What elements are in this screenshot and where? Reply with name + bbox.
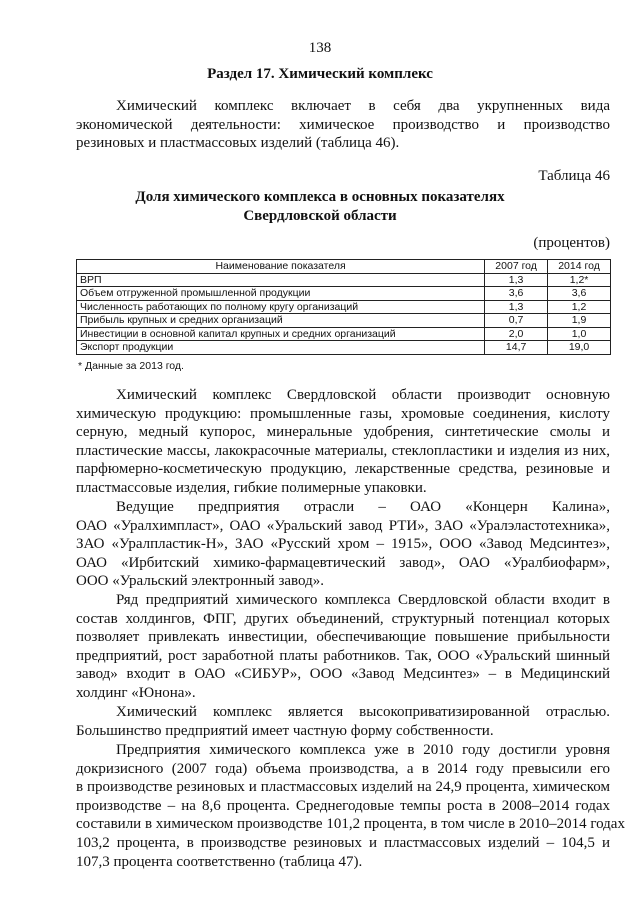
indicator-name: Прибыль крупных и средних организаций <box>77 314 485 328</box>
table-label: Таблица 46 <box>538 168 610 184</box>
indicator-name: Инвестиции в основной капитал крупных и средних организаций <box>77 327 485 341</box>
text-line: состав холдингов, ФПГ, других объединений, структурный потенциал которых <box>76 610 610 627</box>
section-title: Раздел 17. Химический комплекс <box>207 66 433 82</box>
table-row <box>77 273 611 287</box>
text-line: Химический комплекс включает в себя два укрупненных вида <box>116 98 610 114</box>
value-2007: 2,0 <box>485 327 548 341</box>
table-units: (процентов) <box>533 235 610 251</box>
text-line: Химический комплекс Свердловской области производит основную <box>116 387 610 403</box>
text-line: 103,2 процента, в производстве резиновых и пластмассовых изделий – 104,5 и <box>76 834 610 851</box>
intro-paragraph <box>76 97 610 153</box>
table-title-line: Доля химического комплекса в основных показателях <box>135 189 505 205</box>
column-header: 2007 год <box>485 260 548 274</box>
text-line: Ведущие предприятия отрасли – ОАО «Концерн Калина», <box>116 499 610 515</box>
value-2007: 0,7 <box>485 314 548 328</box>
text-line: докризисного (2007 года) объема производства, а в 2014 году превысили его <box>76 760 610 777</box>
column-header: Наименование показателя <box>77 260 485 274</box>
text-line: парфюмерно-косметическую продукцию, лекарственные средства, резиновые и <box>76 461 610 478</box>
text-line: Предприятия химического комплекса уже в 2010 году достигли уровня <box>116 742 610 758</box>
indicator-name: Экспорт продукции <box>77 341 485 355</box>
text-line: в производстве резиновых и пластмассовых изделий на 24,9 процента, химическом <box>76 779 610 796</box>
indicator-name: Численность работающих по полному кругу организаций <box>77 300 485 314</box>
value-2014: 1,9 <box>548 314 611 328</box>
text-line: холдинг «Юнона». <box>76 684 196 701</box>
text-line: пластмассовые изделия, гибкие полимерные упаковки. <box>76 479 427 496</box>
value-2007: 14,7 <box>485 341 548 355</box>
paragraph-holdings <box>76 591 610 703</box>
text-line: ОАО «Уралхимпласт», ОАО «Уральский завод РТИ», ЗАО «Уралэластотехника», <box>76 517 610 534</box>
value-2014: 1,2* <box>548 273 611 287</box>
value-2007: 1,3 <box>485 300 548 314</box>
table-row <box>77 341 611 355</box>
table-header-row <box>77 260 611 274</box>
indicator-name: Объем отгруженной промышленной продукции <box>77 287 485 301</box>
text-line: предприятий, рост заработной платы работников. Так, ООО «Уральский шинный <box>76 647 610 664</box>
value-2007: 1,3 <box>485 273 548 287</box>
text-line: составили в химическом производстве 101,2 процента, в том числе в 2010–2014 годах <box>76 816 625 833</box>
table-footnote: * Данные за 2013 год. <box>78 360 184 372</box>
paragraph-privatization <box>76 703 610 740</box>
indicator-name: ВРП <box>77 273 485 287</box>
text-line: ЗАО «Уралпластик-Н», ЗАО «Русский хром – 1915», ООО «Завод Медсинтез», <box>76 536 610 553</box>
text-line: 107,3 процента соответственно (таблица 47). <box>76 853 363 870</box>
value-2014: 3,6 <box>548 287 611 301</box>
page-number: 138 <box>308 40 332 56</box>
value-2014: 1,2 <box>548 300 611 314</box>
text-line: серную, медный купорос, минеральные удобрения, синтетические смолы и <box>76 424 610 441</box>
value-2014: 1,0 <box>548 327 611 341</box>
paragraph-enterprises <box>76 498 610 591</box>
text-line: Большинство предприятий имеет частную форму собственности. <box>76 722 494 739</box>
table-row <box>77 314 611 328</box>
value-2007: 3,6 <box>485 287 548 301</box>
text-line: Ряд предприятий химического комплекса Свердловской области входит в <box>116 592 610 608</box>
text-line: завод» входит в ОАО «СИБУР», ООО «Завод Медсинтез» – в Медицинский <box>76 666 610 683</box>
text-line: химическую продукцию: промышленные газы, хромовые соединения, кислоту <box>76 405 610 422</box>
text-line: производстве – на 8,6 процента. Среднегодовые темпы роста в 2008–2014 годах <box>76 797 610 814</box>
text-line: позволяет привлекать инвестиции, обеспечивающие повышение прибыльности <box>76 629 610 646</box>
text-line: пластические массы, лакокрасочные материалы, стеклопластики и изделия из них, <box>76 442 610 459</box>
value-2014: 19,0 <box>548 341 611 355</box>
text-line: резиновых и пластмассовых изделий (таблица 46). <box>76 135 400 152</box>
paragraph-products <box>76 386 610 498</box>
text-line: экономической деятельности: химическое производство и производство <box>76 116 610 133</box>
table-row <box>77 287 611 301</box>
table-row <box>77 327 611 341</box>
paragraph-growth <box>76 741 625 871</box>
table-title <box>0 188 640 226</box>
data-table <box>76 259 611 355</box>
table-row <box>77 300 611 314</box>
column-header: 2014 год <box>548 260 611 274</box>
text-line: ОАО «Ирбитский химико-фармацевтический завод», ОАО «Уралбиофарм», <box>76 554 610 571</box>
text-line: Химический комплекс является высокоприватизированной отраслью. <box>116 704 610 720</box>
table-title-line: Свердловской области <box>243 208 397 224</box>
text-line: ООО «Уральский электронный завод». <box>76 573 324 590</box>
